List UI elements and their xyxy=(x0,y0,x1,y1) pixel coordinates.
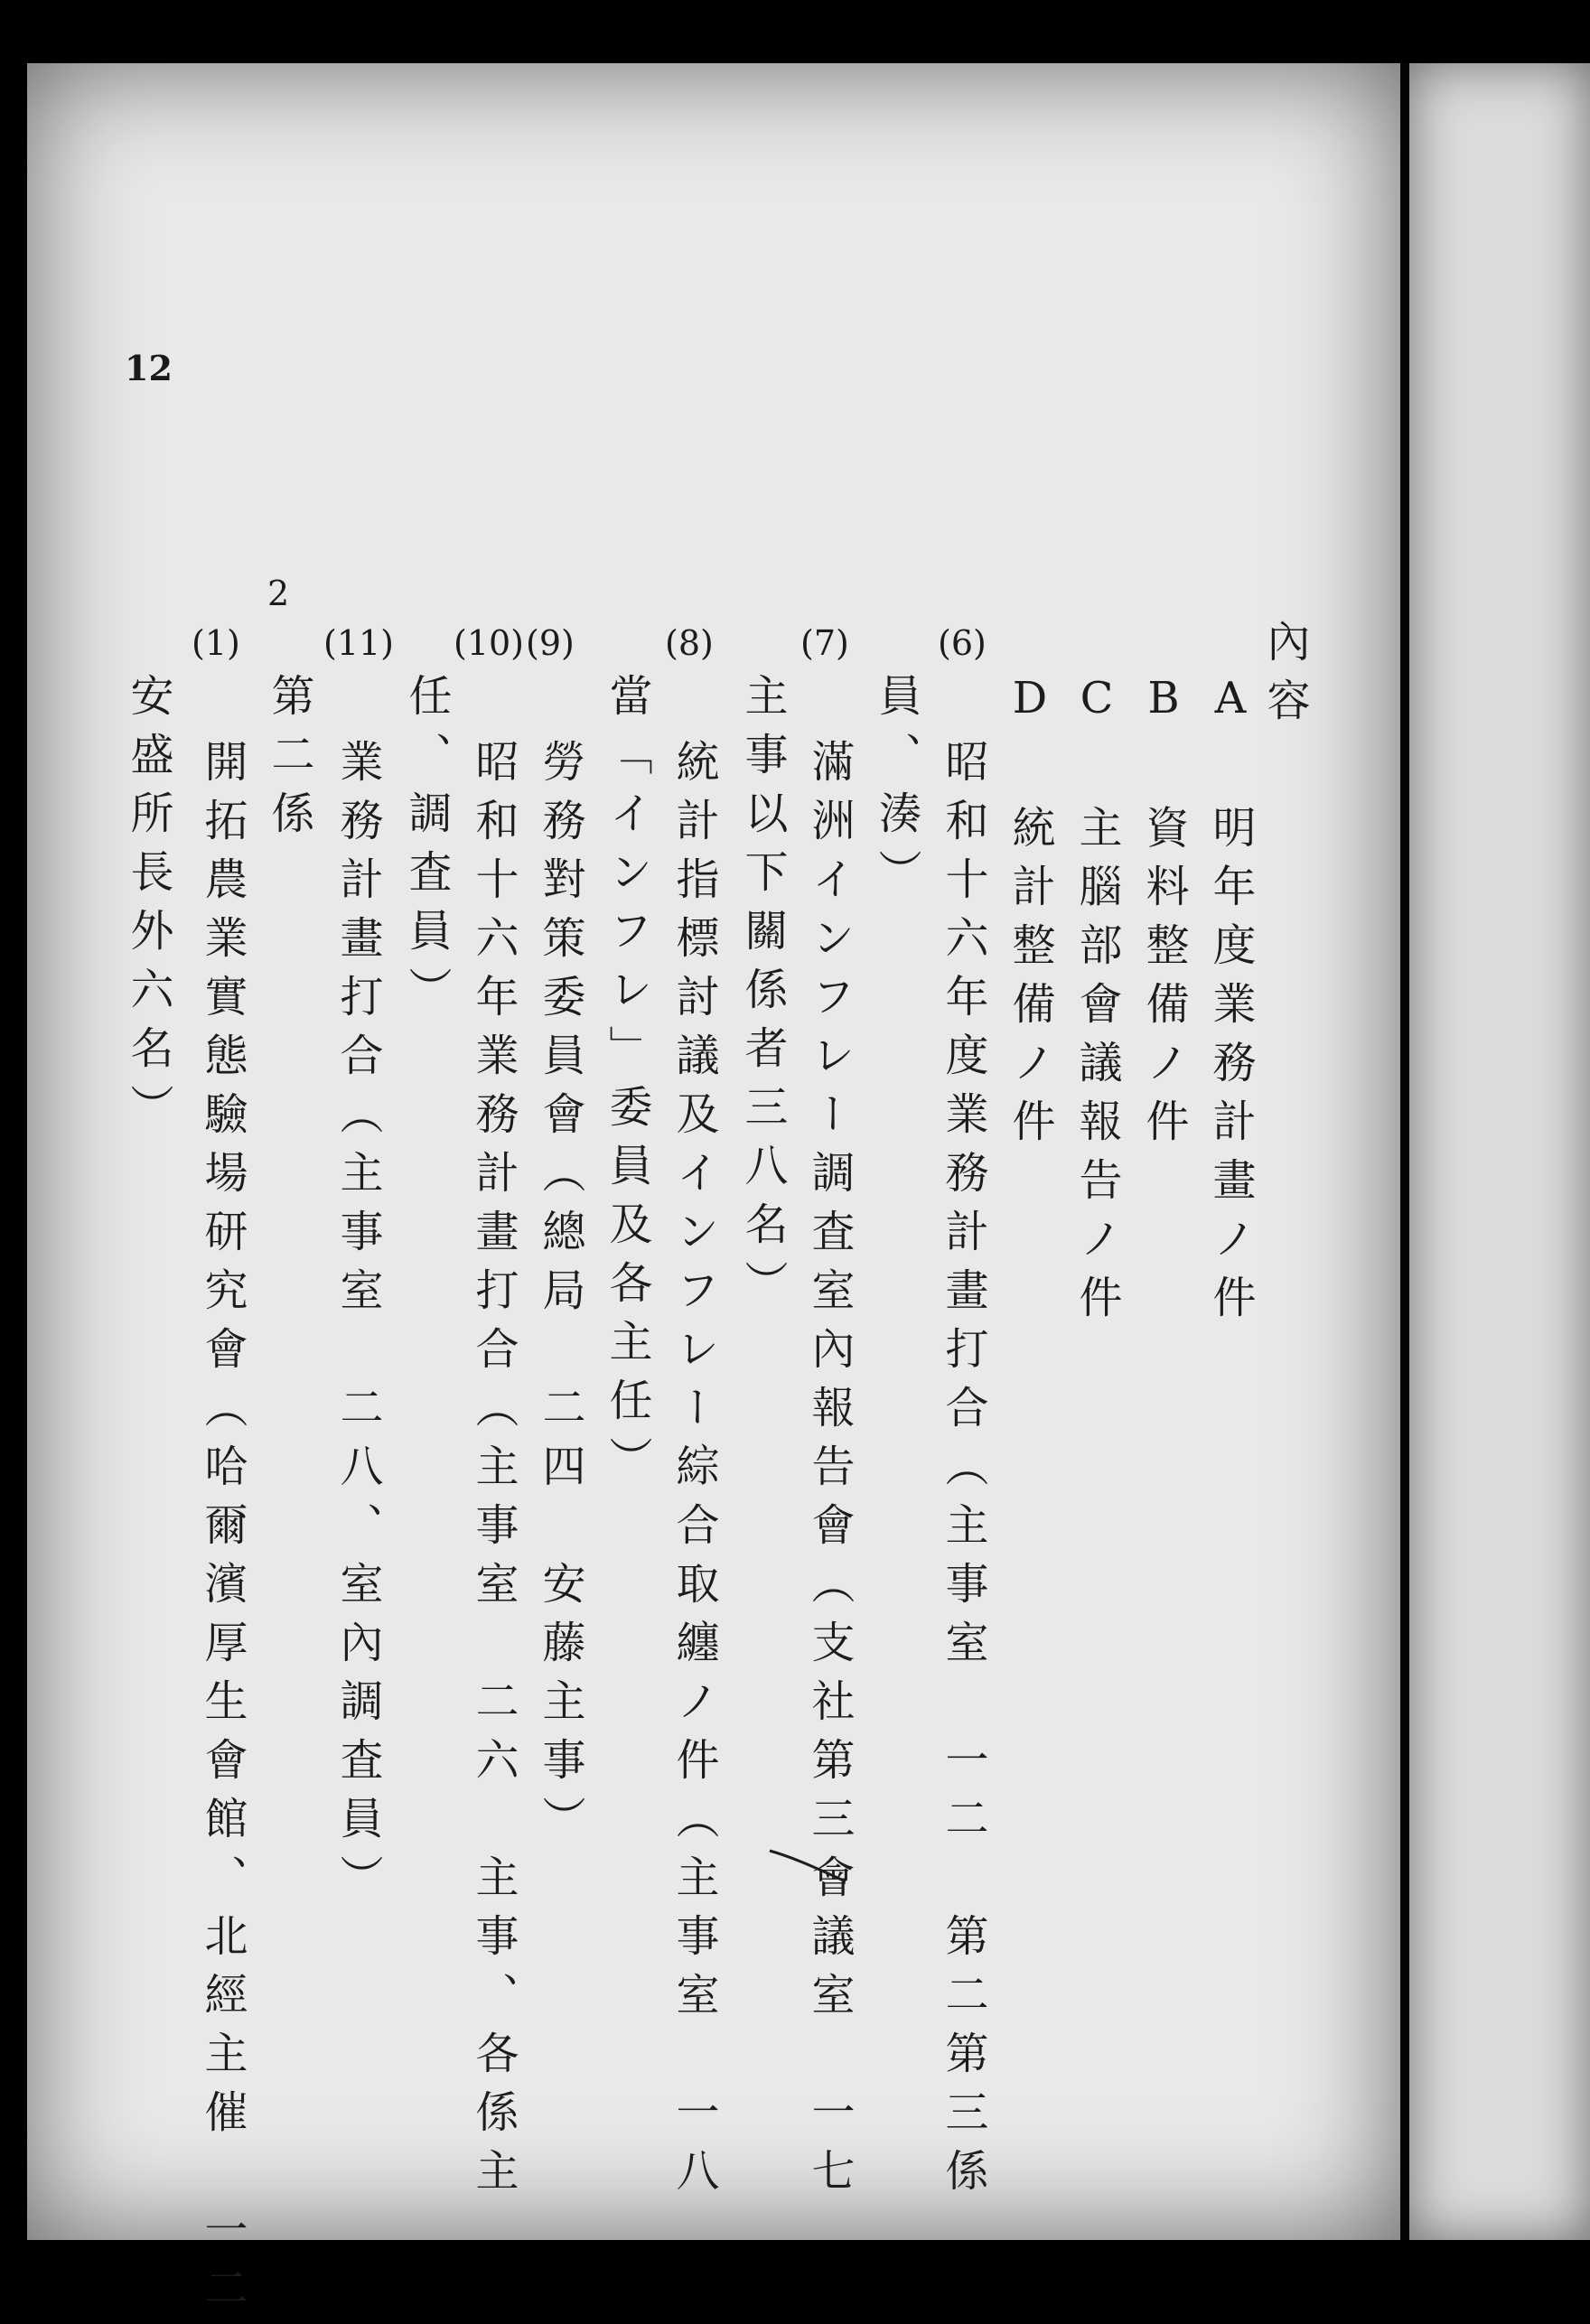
entry-6-line-1: 昭和十六年度業務計畫打合（主事室 一二 第二第三係 xyxy=(938,739,988,2207)
entry-marker-8: (8) xyxy=(665,623,714,663)
page-binding-edge xyxy=(1400,63,1409,2240)
entry-marker-7: (7) xyxy=(800,623,849,663)
section-heading-second-group: 第二係 xyxy=(264,673,314,849)
entry-8-line-1: 統計指標討議及インフレー綜合取纏ノ件（主事室 一八 xyxy=(669,739,719,2207)
agenda-item-a: A 明年度業務計畫ノ件 xyxy=(1205,673,1256,1333)
entry-1-line-1: 開拓農業實態驗場研究會（哈爾濱厚生會館、北經主催 一二 xyxy=(197,739,248,2324)
entry-marker-6: (6) xyxy=(938,623,987,663)
entry-8-line-2: 當「インフレ」委員及各主任） xyxy=(602,673,652,1495)
page-number: 12 xyxy=(125,348,173,388)
section-heading-content: 內容 xyxy=(1259,619,1310,736)
entry-10-line-1: 昭和十六年業務計畫打合（主事室 二六 主事、各係主 xyxy=(468,739,519,2207)
entry-7-line-2: 主事以下關係者三八名） xyxy=(737,673,788,1319)
entry-marker-1: (1) xyxy=(192,623,240,663)
entry-9: 勞務對策委員會（總局 二四 安藤主事） xyxy=(535,739,585,1854)
entry-1-line-2: 安盛所長外六名） xyxy=(123,673,173,1143)
entry-7-line-1: 滿洲インフレー調査室內報告會（支社第三會議室 一七 xyxy=(804,739,855,2207)
entry-10-line-2: 任、調査員） xyxy=(401,673,452,1025)
agenda-item-c: C 主腦部會議報告ノ件 xyxy=(1071,673,1122,1333)
section-marker-2: 2 xyxy=(267,574,290,613)
agenda-item-b: B 資料整備ノ件 xyxy=(1138,673,1189,1157)
agenda-item-d: D 統計整備ノ件 xyxy=(1005,673,1055,1157)
entry-marker-10: (10) xyxy=(454,623,525,663)
adjacent-page xyxy=(1409,63,1590,2240)
entry-11: 業務計畫打合（主事室 二八、室內調査員） xyxy=(332,739,383,1913)
entry-6-line-2: 員、湊） xyxy=(871,673,921,908)
entry-marker-9: (9) xyxy=(526,623,575,663)
entry-marker-11: (11) xyxy=(323,623,395,663)
handwritten-mark xyxy=(768,1847,849,1883)
